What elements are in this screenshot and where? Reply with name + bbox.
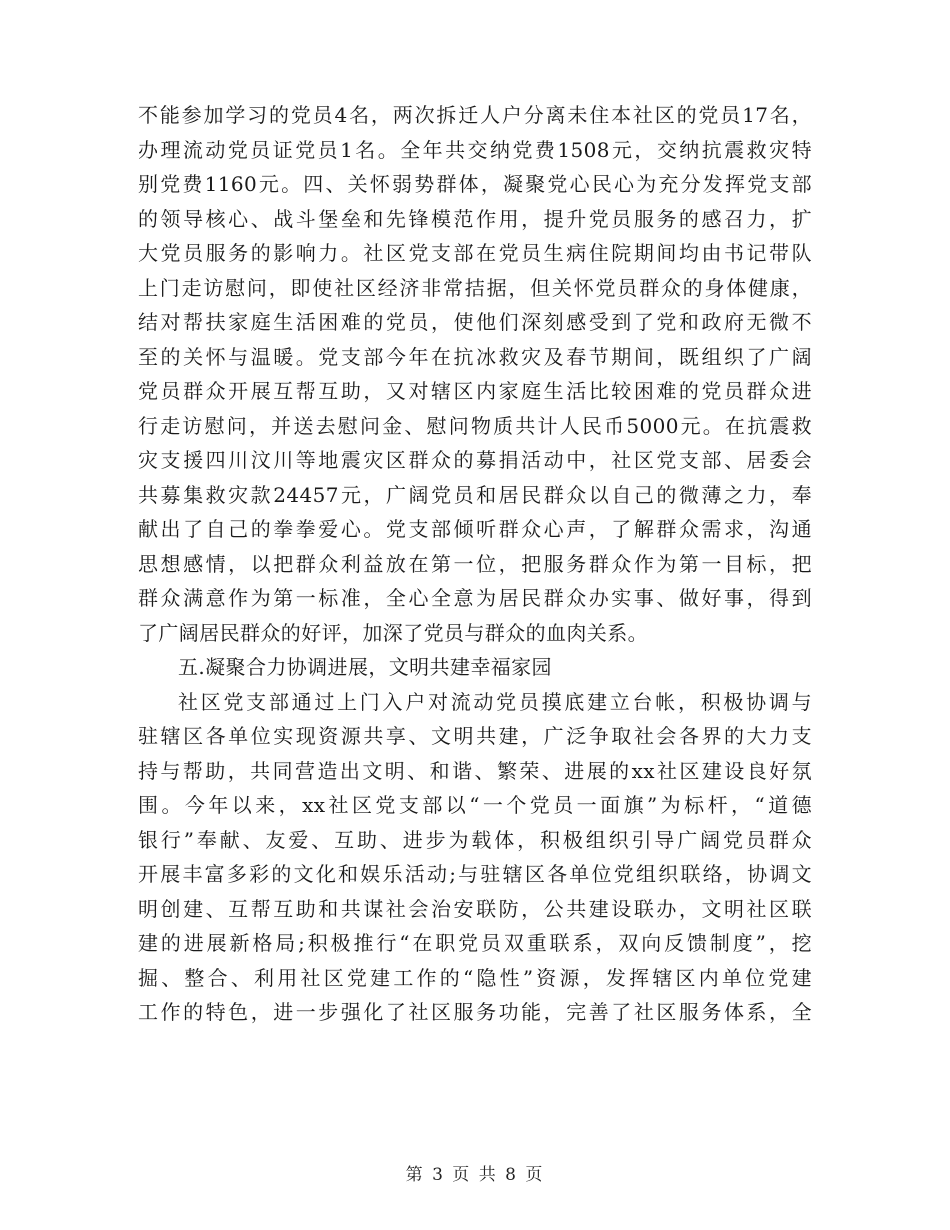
body-line-14: 思想感情，以把群众利益放在第一位，把服务群众作为第一目标，把 — [138, 551, 812, 576]
body-line-4: 的领导核心、战斗堡垒和先锋模范作用，提升党员服务的感召力，扩 — [138, 206, 812, 231]
page-number-footer: 第 3 页 共 8 页 — [405, 1165, 545, 1185]
body2-line-9: 掘、整合、利用社区党建工作的“隐性”资源，发挥辖区内单位党建 — [138, 965, 812, 990]
body-line-16: 了广阔居民群众的好评，加深了党员与群众的血肉关系。 — [138, 620, 648, 645]
body-line-5: 大党员服务的影响力。社区党支部在党员生病住院期间均由书记带队 — [138, 241, 812, 265]
section-heading: 五.凝聚合力协调进展，文明共建幸福家园 — [178, 655, 552, 679]
body-line-6: 上门走访慰问，即使社区经济非常拮据，但关怀党员群众的身体健康， — [138, 275, 812, 300]
body-line-1: 不能参加学习的党员4名，两次拆迁人户分离未住本社区的党员17名， — [138, 103, 812, 127]
body-line-12: 共募集救灾款24457元，广阔党员和居民群众以自己的微薄之力，奉 — [138, 482, 812, 507]
body2-line-7: 明创建、互帮互助和共谋社会治安联防，公共建设联办，文明社区联 — [138, 896, 812, 921]
body2-line-10: 工作的特色，进一步强化了社区服务功能，完善了社区服务体系，全 — [138, 1000, 812, 1024]
body-line-10: 行走访慰问，并送去慰问金、慰问物质共计人民币5000元。在抗震救 — [138, 413, 812, 438]
body2-line-6: 开展丰富多彩的文化和娱乐活动;与驻辖区各单位党组织联络，协调文 — [138, 862, 812, 886]
body2-line-1: 社区党支部通过上门入户对流动党员摸底建立台帐，积极协调与 — [178, 689, 812, 714]
body-line-9: 党员群众开展互帮互助，又对辖区内家庭生活比较困难的党员群众进 — [138, 379, 812, 403]
body-line-15: 群众满意作为第一标准，全心全意为居民群众办实事、做好事，得到 — [138, 586, 812, 610]
body2-line-4: 围。今年以来，xx社区党支部以“一个党员一面旗”为标杆，“道德 — [138, 793, 812, 817]
body2-line-8: 建的进展新格局;积极推行“在职党员双重联系，双向反馈制度”，挖 — [138, 931, 812, 955]
body2-line-5: 银行”奉献、友爱、互助、进步为载体，积极组织引导广阔党员群众 — [138, 827, 812, 852]
body-line-13: 献出了自己的拳拳爱心。党支部倾听群众心声，了解群众需求，沟通 — [138, 517, 812, 541]
body-line-11: 灾支援四川汶川等地震灾区群众的募捐活动中，社区党支部、居委会 — [138, 448, 812, 472]
document-body — [138, 98, 812, 1030]
body-line-2: 办理流动党员证党员1名。全年共交纳党费1508元，交纳抗震救灾特 — [138, 137, 812, 162]
body-line-7: 结对帮扶家庭生活困难的党员，使他们深刻感受到了党和政府无微不 — [138, 310, 812, 334]
body-line-8: 至的关怀与温暖。党支部今年在抗冰救灾及春节期间，既组织了广阔 — [138, 344, 812, 369]
body2-line-2: 驻辖区各单位实现资源共享、文明共建，广泛争取社会各界的大力支 — [138, 724, 812, 748]
body-line-3: 别党费1160元。四、关怀弱势群体，凝聚党心民心为充分发挥党支部 — [138, 172, 812, 196]
body2-line-3: 持与帮助，共同营造出文明、和谐、繁荣、进展的xx社区建设良好氛 — [138, 758, 812, 783]
